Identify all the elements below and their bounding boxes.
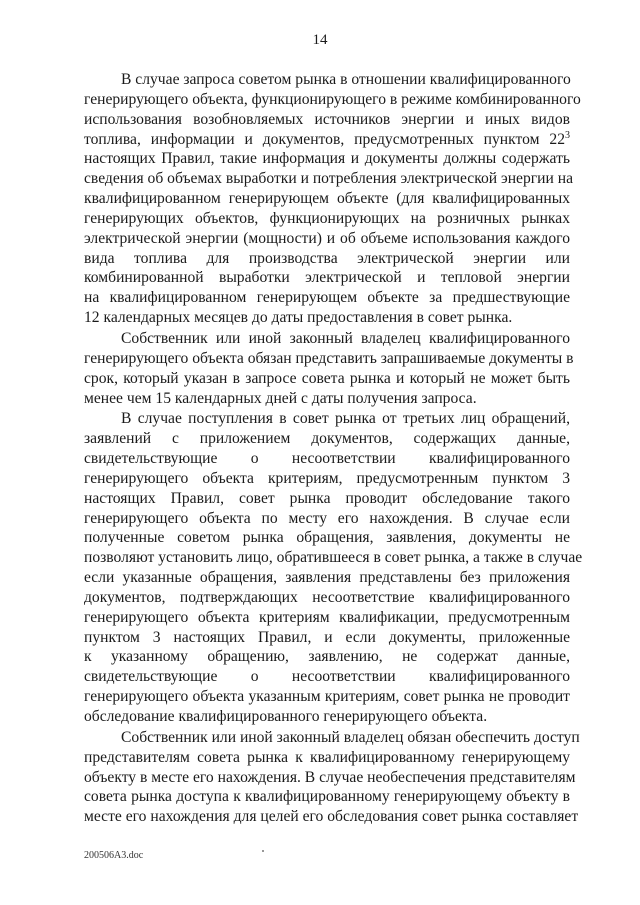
text-line: генерирующего объекта по месту его нахождения. В случае если bbox=[84, 509, 570, 527]
text-line: вида топлива для производства электрической энергии или bbox=[84, 249, 570, 267]
text-line-with-superscript bbox=[84, 130, 570, 150]
text-line: менее чем 15 календарных дней с даты получения запроса. bbox=[84, 389, 477, 407]
text-line: использования возобновляемых источников энергии и иных видов bbox=[84, 110, 570, 128]
text-line: Собственник или иной законный владелец обязан обеспечить доступ bbox=[121, 728, 580, 746]
text-line: обследование квалифицированного генерирующего объекта. bbox=[84, 708, 488, 725]
text-line: В случае запроса советом рынка в отношении квалифицированного bbox=[121, 71, 571, 88]
text-line: совета рынка доступа к квалифицированному генерирующему объекту в bbox=[84, 788, 570, 806]
text-line: квалифицированном генерирующем объекте (для квалифицированных bbox=[84, 190, 570, 208]
superscript: 3 bbox=[565, 129, 570, 141]
text-line: Собственник или иной законный владелец квалифицированного bbox=[121, 329, 570, 347]
text-line: полученные советом рынка обращения, заявления, документы не bbox=[84, 529, 570, 547]
text-line: настоящих Правил, совет рынка проводит обследование такого bbox=[84, 489, 570, 507]
text-line: пунктом 3 настоящих Правил, и если документы, приложенные bbox=[84, 628, 570, 646]
text-line: генерирующего объекта обязан представить запрашиваемые документы в bbox=[84, 349, 574, 367]
text-line: на квалифицированном генерирующем объекте за предшествующие bbox=[84, 289, 570, 307]
text-line: срок, который указан в запросе совета рынка и который не может быть bbox=[84, 369, 570, 387]
text-line: генерирующего объекта указанным критериям, совет рынка не проводит bbox=[84, 688, 570, 706]
text-line: комбинированной выработки электрической и тепловой энергии bbox=[84, 269, 570, 287]
text-line: 12 календарных месяцев до даты предоставления в совет рынка. bbox=[84, 309, 513, 327]
text-line: документов, подтверждающих несоответствие квалифицированного bbox=[84, 588, 570, 606]
text-line: объекту в месте его нахождения. В случае необеспечения представителям bbox=[84, 768, 576, 786]
text-line: В случае поступления в совет рынка от третьих лиц обращений, bbox=[121, 410, 570, 428]
paragraph-3 bbox=[84, 409, 583, 727]
text-line: позволяют установить лицо, обратившееся в совет рынка, а также в случае bbox=[84, 549, 583, 567]
text-line: сведения об объемах выработки и потребления электрической энергии на bbox=[84, 170, 574, 188]
page-number: 14 bbox=[312, 32, 328, 48]
scan-artifact bbox=[262, 850, 264, 852]
paragraph-2 bbox=[84, 329, 574, 408]
paragraph-4 bbox=[84, 728, 580, 827]
text-line: свидетельствующие о несоответствии квалифицированного bbox=[84, 668, 570, 686]
text-line: настоящих Правил, такие информация и документы должны содержать bbox=[84, 150, 570, 168]
text-line: заявлений с приложением документов, содержащих данные, bbox=[84, 430, 570, 448]
text-line: электрической энергии (мощности) и об объеме использования каждого bbox=[84, 229, 570, 247]
text-line: месте его нахождения для целей его обследования совет рынка составляет bbox=[84, 808, 579, 826]
text-line: представителям совета рынка к квалифицированному генерирующему bbox=[84, 748, 570, 766]
document-body bbox=[84, 70, 583, 827]
text-segment: топлива, информации и документов, предусмотренных пунктом 22 bbox=[84, 130, 565, 148]
text-line: генерирующего объекта критериям, предусмотренным пунктом 3 bbox=[84, 469, 570, 487]
footer-document-name: 200506A3.doc bbox=[84, 850, 144, 861]
text-line: генерирующего объекта критериям квалификации, предусмотренным bbox=[84, 608, 570, 626]
text-line: если указанные обращения, заявления представлены без приложения bbox=[84, 569, 570, 587]
text-line: к указанному обращению, заявлению, не содержат данные, bbox=[84, 648, 570, 666]
text-line: свидетельствующие о несоответствии квалифицированного bbox=[84, 450, 570, 468]
text-line: генерирующих объектов, функционирующих на розничных рынках bbox=[84, 209, 570, 227]
text-line: генерирующего объекта, функционирующего в режиме комбинированного bbox=[84, 90, 581, 108]
paragraph-1 bbox=[84, 70, 581, 328]
